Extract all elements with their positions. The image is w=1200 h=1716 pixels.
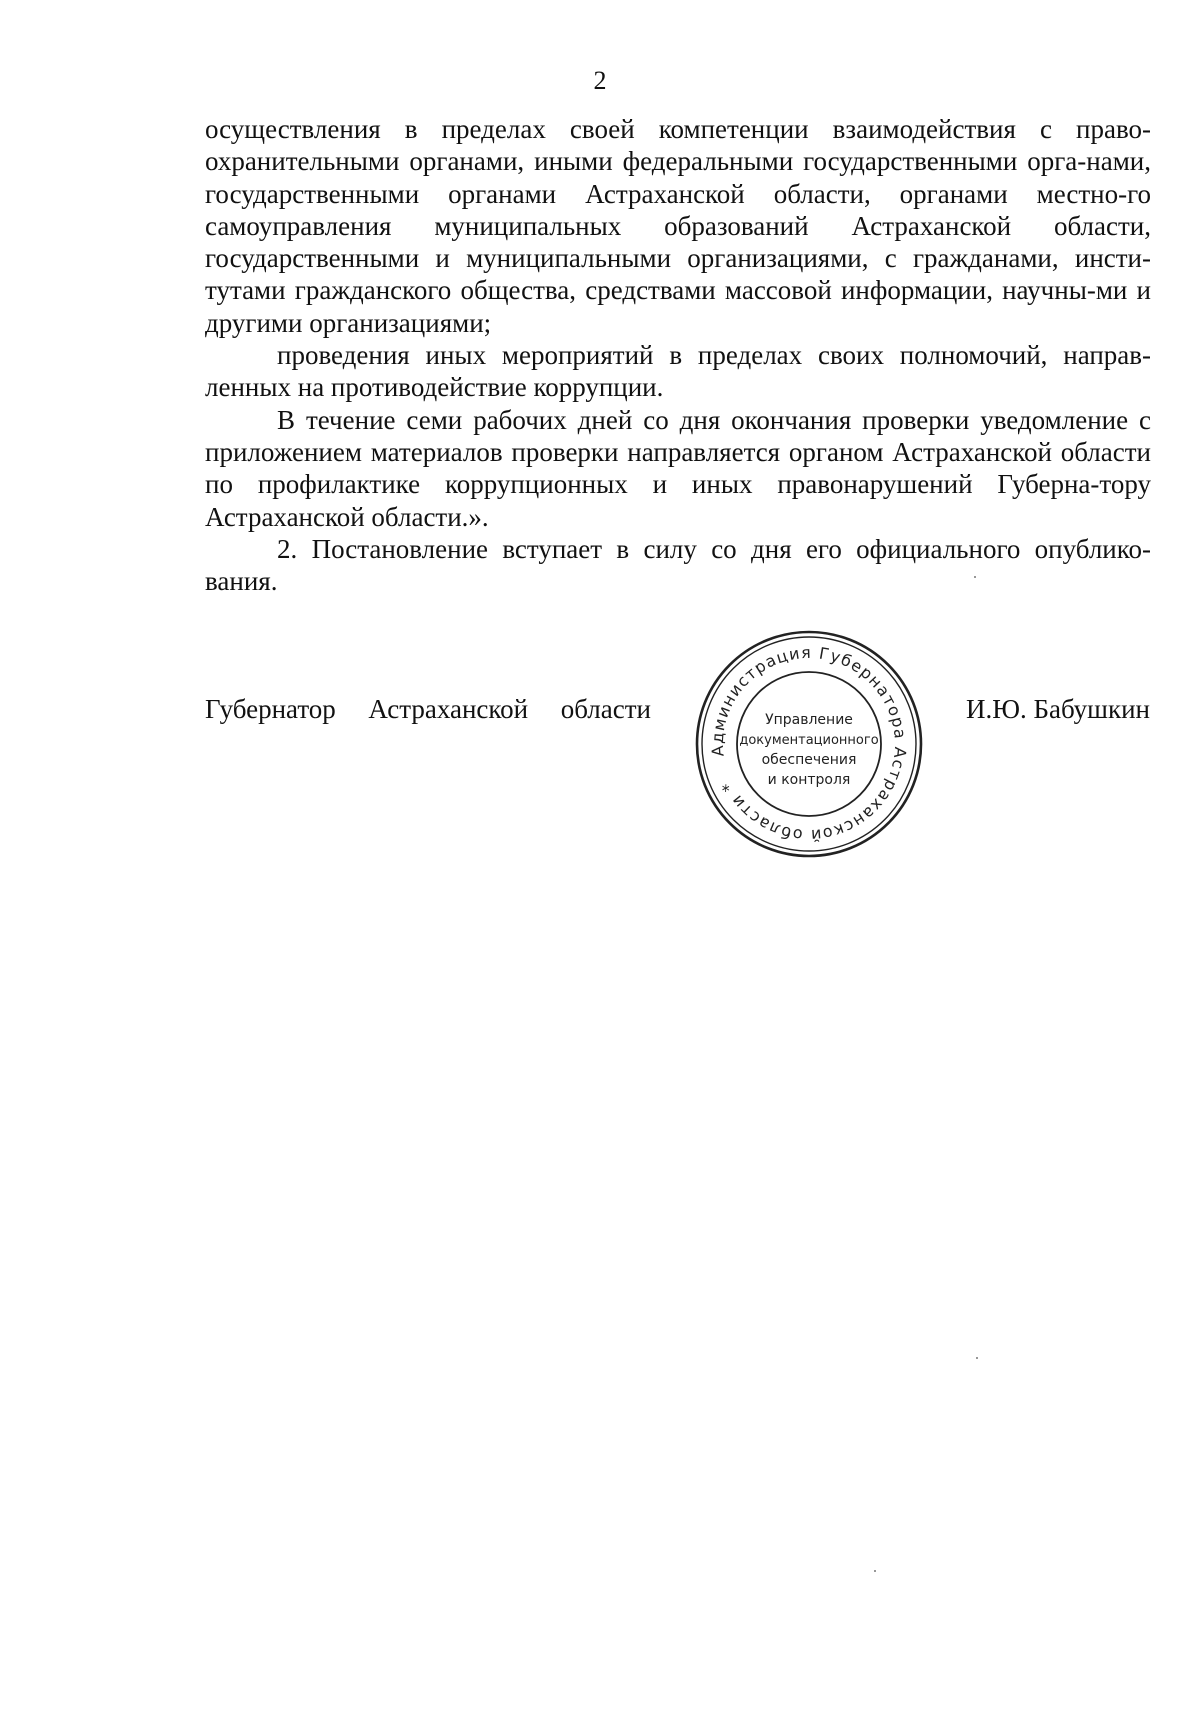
scan-speck bbox=[874, 1570, 876, 1572]
stamp-line-4: и контроля bbox=[767, 772, 851, 788]
stamp-line-3: обеспечения bbox=[761, 752, 857, 768]
paragraph-notification: В течение семи рабочих дней со дня окончания проверки уведомление с приложением материалов проверки направляется органом Астраханской области по профилактике коррупционных и иных правонарушений Губерна-тору Астраханской области.». bbox=[205, 404, 1151, 532]
signature-title: Губернатор Астраханской области bbox=[205, 694, 651, 724]
page-number: 2 bbox=[593, 66, 607, 95]
scan-speck bbox=[976, 1357, 978, 1359]
document-body bbox=[205, 113, 1151, 597]
stamp-seal-icon bbox=[693, 628, 925, 860]
stamp-ring-text: Администрация Губернатора Астраханской области * bbox=[707, 642, 911, 846]
stamp-line-1: Управление bbox=[765, 712, 853, 728]
stamp-line-2: документационного bbox=[739, 733, 879, 748]
paragraph-effective-date: 2. Постановление вступает в силу со дня его официального опублико-вания. bbox=[205, 533, 1151, 597]
paragraph-interaction: осуществления в пределах своей компетенции взаимодействия с право-охранительными органами, иными федеральными государственными орга-нами, государственными органами Астраханской области, органами местно-го самоуправления муниципальных образований Астраханской области, государственными и муниципальными организациями, с гражданами, инсти-тутами гражданского общества, средствами массовой информации, научны-ми и другими организациями; bbox=[205, 114, 1151, 338]
paragraph-other-measures: проведения иных мероприятий в пределах своих полномочий, направ-ленных на противодействие коррупции. bbox=[205, 340, 1151, 403]
scan-speck bbox=[974, 576, 976, 578]
official-stamp bbox=[693, 628, 925, 860]
signature-name: И.Ю. Бабушкин bbox=[965, 694, 1150, 724]
